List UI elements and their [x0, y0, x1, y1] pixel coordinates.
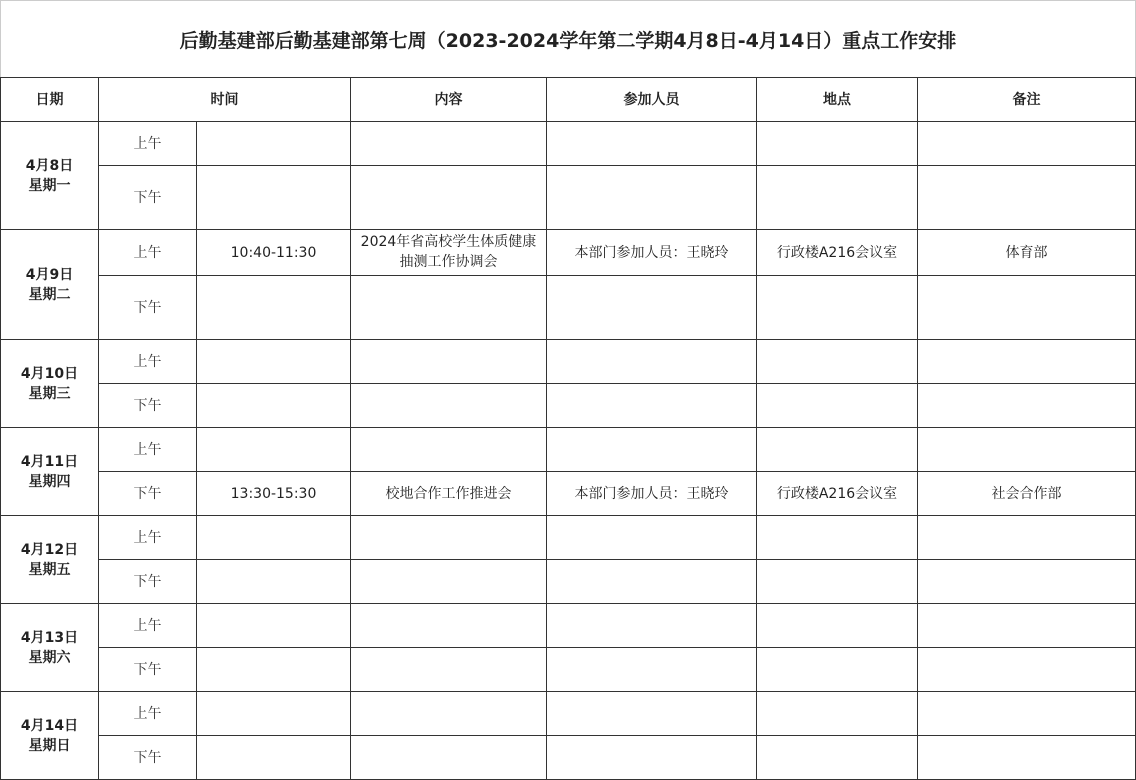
remarks-cell	[918, 560, 1136, 604]
table-row	[1, 736, 1136, 780]
location-cell	[757, 648, 918, 692]
remarks-cell: 社会合作部	[918, 472, 1136, 516]
header-location: 地点	[757, 78, 918, 122]
period-cell: 上午	[99, 340, 197, 384]
location-cell	[757, 340, 918, 384]
table-row	[1, 428, 1136, 472]
date-cell	[1, 340, 99, 428]
weekday-label: 星期日	[28, 737, 71, 754]
participants-cell	[547, 166, 757, 230]
period-cell: 上午	[99, 122, 197, 166]
content-cell	[351, 560, 547, 604]
participants-cell	[547, 428, 757, 472]
remarks-cell: 体育部	[918, 230, 1136, 276]
weekday-label: 星期五	[28, 561, 71, 578]
header-content: 内容	[351, 78, 547, 122]
content-cell	[351, 340, 547, 384]
remarks-cell	[918, 276, 1136, 340]
schedule-table	[0, 77, 1136, 780]
weekday-label: 星期二	[28, 286, 71, 303]
participants-cell	[547, 604, 757, 648]
date-label: 4月8日	[25, 157, 74, 174]
time-cell	[197, 340, 351, 384]
remarks-cell	[918, 648, 1136, 692]
period-cell: 下午	[99, 276, 197, 340]
content-cell	[351, 384, 547, 428]
time-cell: 10:40-11:30	[197, 230, 351, 276]
weekday-label: 星期四	[28, 473, 71, 490]
remarks-cell	[918, 122, 1136, 166]
participants-cell	[547, 648, 757, 692]
title-container	[0, 0, 1136, 77]
period-cell: 上午	[99, 604, 197, 648]
date-cell	[1, 604, 99, 692]
table-row	[1, 472, 1136, 516]
participants-cell	[547, 276, 757, 340]
table-row	[1, 560, 1136, 604]
location-cell	[757, 276, 918, 340]
header-participants: 参加人员	[547, 78, 757, 122]
date-cell	[1, 230, 99, 340]
location-cell	[757, 692, 918, 736]
content-cell	[351, 648, 547, 692]
table-row	[1, 604, 1136, 648]
period-cell: 上午	[99, 692, 197, 736]
location-cell: 行政楼A216会议室	[757, 472, 918, 516]
table-row	[1, 384, 1136, 428]
period-cell: 上午	[99, 516, 197, 560]
date-label: 4月14日	[20, 717, 79, 734]
date-cell	[1, 692, 99, 780]
participants-cell	[547, 340, 757, 384]
time-cell	[197, 428, 351, 472]
period-cell: 下午	[99, 384, 197, 428]
date-label: 4月13日	[20, 629, 79, 646]
location-cell	[757, 516, 918, 560]
header-date: 日期	[1, 78, 99, 122]
content-cell	[351, 516, 547, 560]
content-cell: 2024年省高校学生体质健康抽测工作协调会	[351, 230, 547, 276]
content-cell	[351, 604, 547, 648]
content-cell	[351, 166, 547, 230]
time-cell	[197, 604, 351, 648]
content-cell	[351, 122, 547, 166]
time-cell	[197, 122, 351, 166]
remarks-cell	[918, 516, 1136, 560]
time-cell	[197, 560, 351, 604]
time-cell	[197, 736, 351, 780]
time-cell	[197, 648, 351, 692]
table-row	[1, 648, 1136, 692]
time-cell	[197, 166, 351, 230]
weekday-label: 星期三	[28, 385, 71, 402]
location-cell	[757, 122, 918, 166]
table-row	[1, 122, 1136, 166]
table-row	[1, 692, 1136, 736]
table-row	[1, 516, 1136, 560]
location-cell	[757, 560, 918, 604]
time-cell	[197, 276, 351, 340]
content-cell	[351, 428, 547, 472]
content-cell	[351, 692, 547, 736]
location-cell	[757, 166, 918, 230]
participants-cell: 本部门参加人员：王晓玲	[547, 230, 757, 276]
participants-cell	[547, 122, 757, 166]
weekday-label: 星期一	[28, 177, 71, 194]
time-cell	[197, 516, 351, 560]
date-label: 4月10日	[20, 365, 79, 382]
period-cell: 下午	[99, 166, 197, 230]
remarks-cell	[918, 692, 1136, 736]
location-cell	[757, 384, 918, 428]
participants-cell	[547, 560, 757, 604]
header-row	[1, 78, 1136, 122]
time-cell	[197, 384, 351, 428]
participants-cell	[547, 736, 757, 780]
time-cell	[197, 692, 351, 736]
date-cell	[1, 428, 99, 516]
weekday-label: 星期六	[28, 649, 71, 666]
location-cell: 行政楼A216会议室	[757, 230, 918, 276]
content-cell	[351, 276, 547, 340]
page-title: 后勤基建部后勤基建部第七周（2023-2024学年第二学期4月8日-4月14日）重点工作安排	[179, 29, 957, 52]
remarks-cell	[918, 736, 1136, 780]
remarks-cell	[918, 604, 1136, 648]
participants-cell	[547, 516, 757, 560]
content-cell: 校地合作工作推进会	[351, 472, 547, 516]
remarks-cell	[918, 166, 1136, 230]
participants-cell	[547, 384, 757, 428]
date-cell	[1, 516, 99, 604]
content-cell	[351, 736, 547, 780]
date-label: 4月12日	[20, 541, 79, 558]
time-cell: 13:30-15:30	[197, 472, 351, 516]
table-row	[1, 230, 1136, 276]
participants-cell: 本部门参加人员：王晓玲	[547, 472, 757, 516]
location-cell	[757, 428, 918, 472]
remarks-cell	[918, 384, 1136, 428]
location-cell	[757, 604, 918, 648]
remarks-cell	[918, 428, 1136, 472]
period-cell: 下午	[99, 472, 197, 516]
period-cell: 下午	[99, 560, 197, 604]
period-cell: 下午	[99, 648, 197, 692]
table-row	[1, 340, 1136, 384]
table-row	[1, 166, 1136, 230]
location-cell	[757, 736, 918, 780]
header-remarks: 备注	[918, 78, 1136, 122]
period-cell: 上午	[99, 230, 197, 276]
header-time: 时间	[99, 78, 351, 122]
period-cell: 上午	[99, 428, 197, 472]
participants-cell	[547, 692, 757, 736]
date-label: 4月11日	[20, 453, 79, 470]
date-cell	[1, 122, 99, 230]
table-row	[1, 276, 1136, 340]
remarks-cell	[918, 340, 1136, 384]
date-label: 4月9日	[25, 266, 74, 283]
period-cell: 下午	[99, 736, 197, 780]
